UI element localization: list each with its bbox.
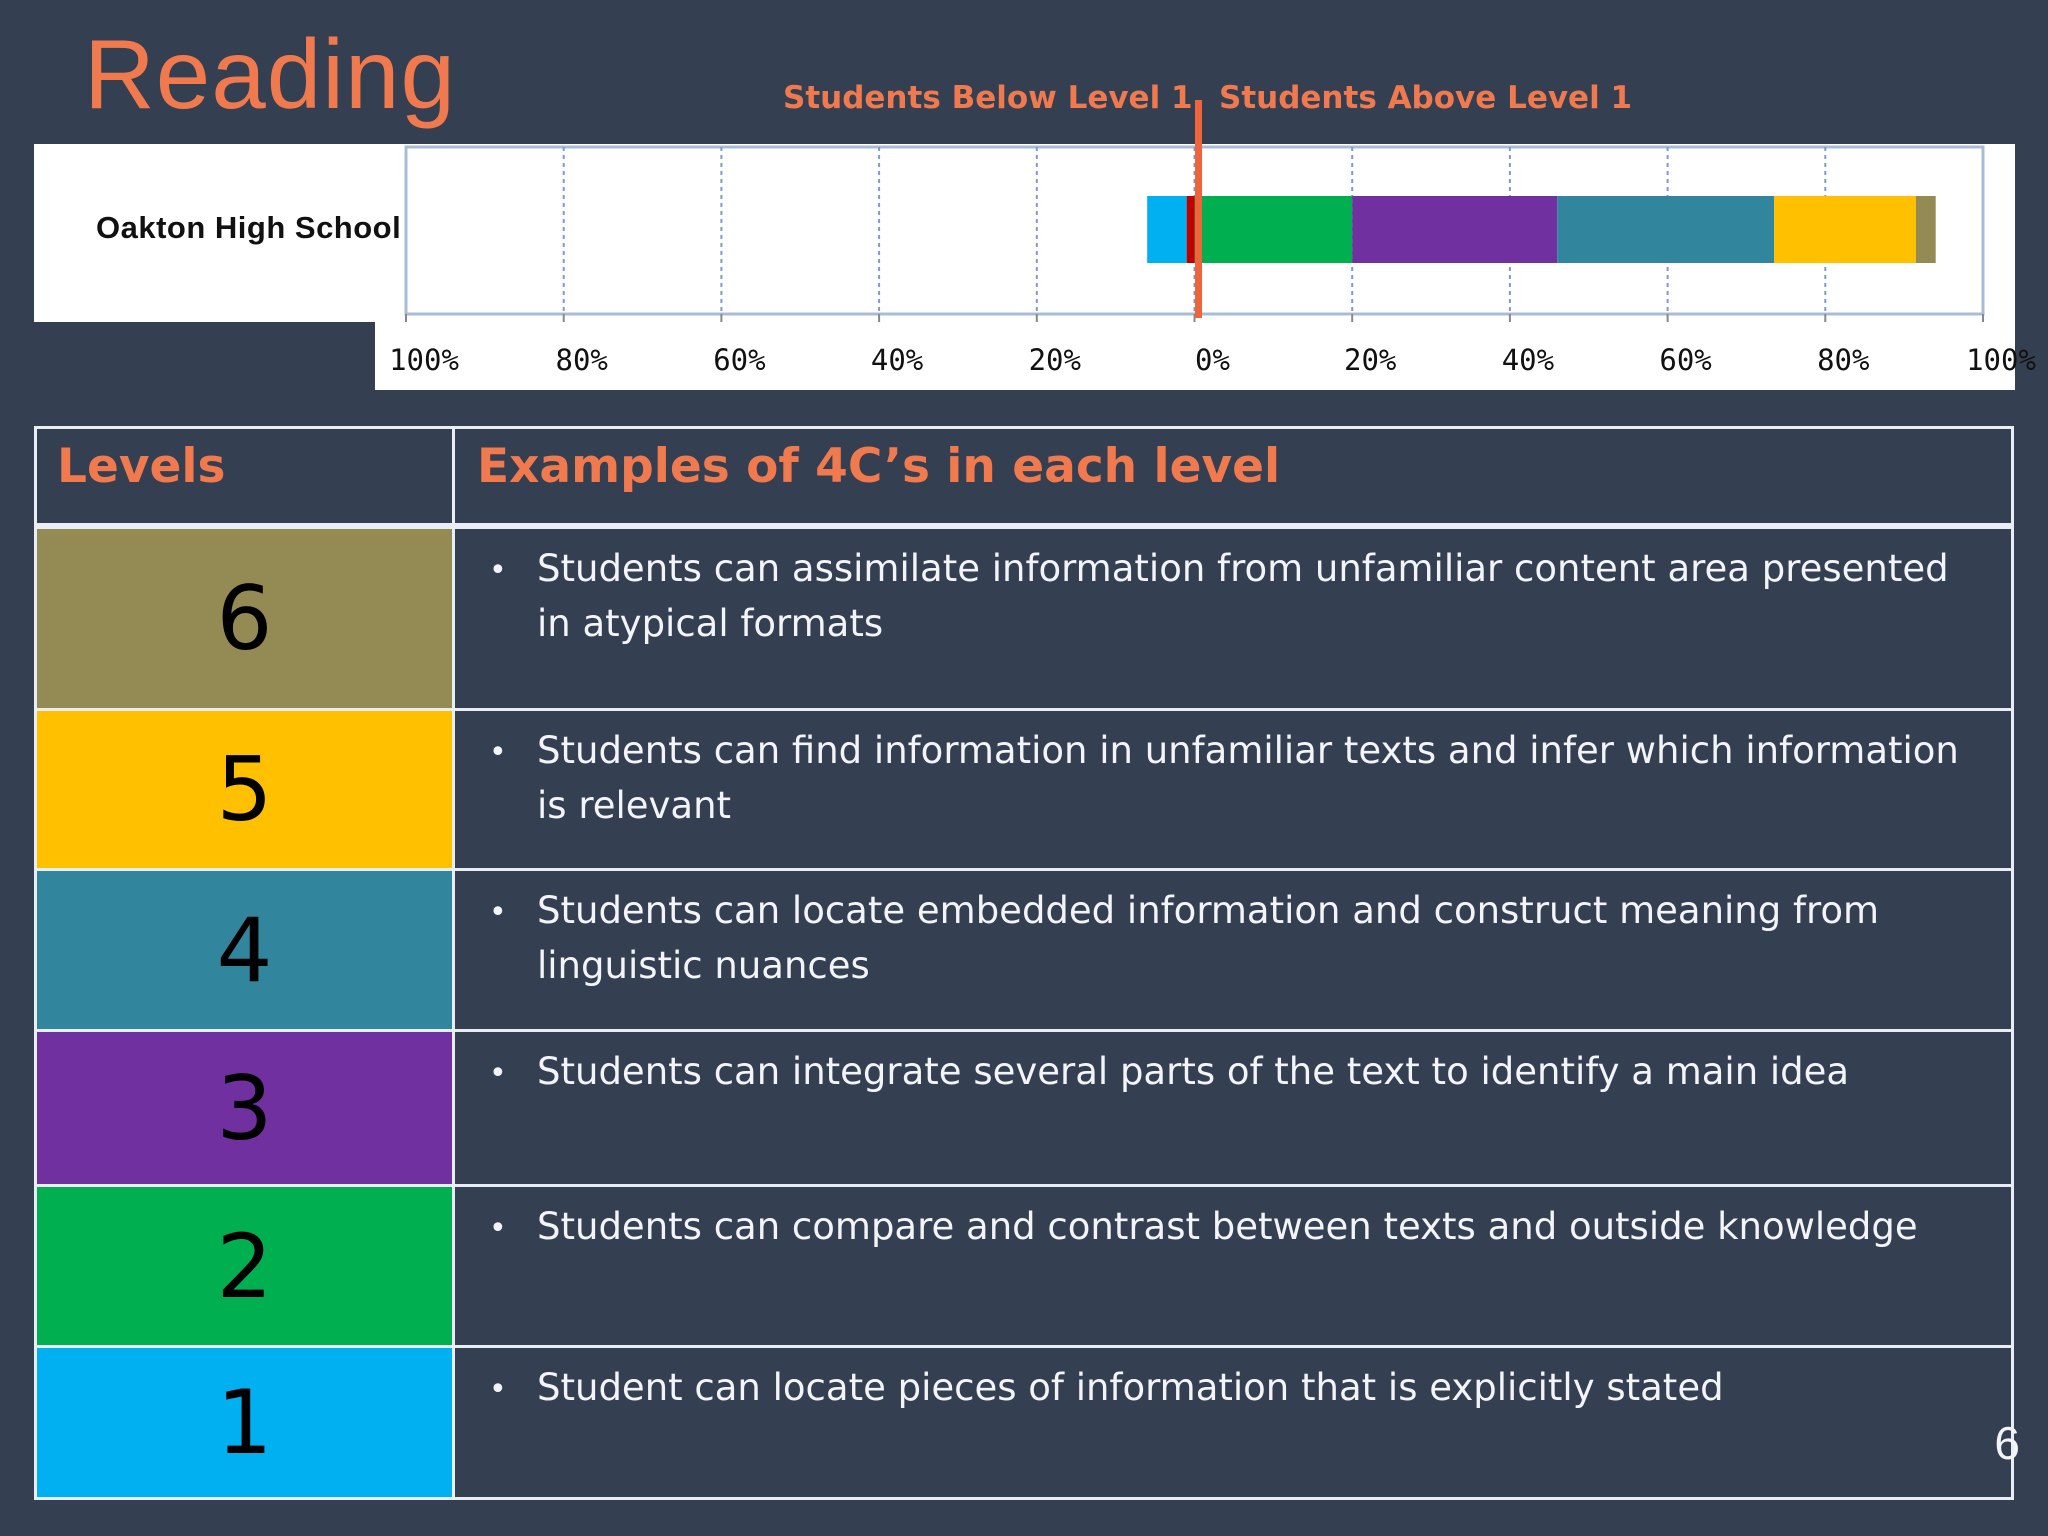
x-tick-label: 60% (1659, 343, 1712, 377)
bullet-icon: • (489, 1211, 507, 1246)
x-tick-label: 80% (555, 343, 608, 377)
table-row (37, 1184, 2011, 1345)
x-tick-label: 100% (389, 343, 459, 377)
level-description (477, 723, 1991, 833)
description-text: Students can compare and contrast between texts and outside knowledge (537, 1205, 1918, 1248)
bullet-icon: • (489, 735, 507, 770)
bar-segment-2 (1147, 196, 1186, 263)
column-divider (452, 429, 455, 1497)
header-above-level-1: Students Above Level 1 (1219, 80, 1633, 116)
description-text: Student can locate pieces of information that is explicitly stated (537, 1366, 1724, 1409)
level-description (477, 1360, 1991, 1415)
bullet-icon: • (489, 1056, 507, 1091)
chart-svg (0, 0, 2048, 400)
table-row (37, 1345, 2011, 1497)
level-cell: 5 (37, 711, 452, 868)
level-cell: 6 (37, 529, 452, 708)
page-number: 6 (1994, 1417, 2020, 1469)
category-label: Oakton High School (96, 210, 402, 245)
level-description (477, 1199, 1991, 1254)
x-tick-label: 20% (1028, 343, 1081, 377)
level-cell: 1 (37, 1348, 452, 1497)
x-tick-label: 80% (1817, 343, 1870, 377)
level-description (477, 1044, 1991, 1099)
x-tick-label: 40% (870, 343, 924, 377)
bullet-icon: • (489, 1372, 507, 1407)
x-tick-label: 0% (1195, 343, 1230, 377)
bullet-icon: • (489, 895, 507, 930)
bar-segment-3 (1195, 196, 1353, 263)
table-row (37, 529, 2011, 708)
description-text: Students can find information in unfamiliar texts and infer which information is relevant (537, 729, 1959, 827)
x-tick-label: 60% (713, 343, 766, 377)
level-cell: 2 (37, 1187, 452, 1345)
header-below-level-1: Students Below Level 1 (783, 80, 1193, 116)
stacked-bar-chart (0, 0, 2048, 400)
level-cell: 3 (37, 1032, 452, 1184)
description-text: Students can assimilate information from unfamiliar content area presented in atypical formats (537, 547, 1949, 645)
table-header-row (37, 429, 2011, 529)
description-text: Students can integrate several parts of the text to identify a main idea (537, 1050, 1850, 1093)
bar-segment-6 (1774, 196, 1916, 263)
bar-segment-7 (1916, 196, 1936, 263)
x-tick-label: 40% (1501, 343, 1555, 377)
bullet-icon: • (489, 553, 507, 588)
header-levels: Levels (57, 439, 226, 494)
description-text: Students can locate embedded information and construct meaning from linguistic nuances (537, 889, 1880, 987)
table-row (37, 868, 2011, 1029)
x-tick-label: 100% (1966, 343, 2036, 377)
x-tick-label: 20% (1344, 343, 1397, 377)
level-description (477, 541, 1991, 651)
bar-segment-5 (1557, 196, 1774, 263)
bar-segment-1 (1187, 196, 1195, 263)
bar-segment-4 (1352, 196, 1557, 263)
slide-title: Reading (84, 19, 457, 129)
level-cell: 4 (37, 871, 452, 1029)
levels-table (34, 426, 2014, 1500)
table-row (37, 1029, 2011, 1184)
header-examples: Examples of 4C’s in each level (477, 439, 1281, 494)
table-row (37, 708, 2011, 868)
level-description (477, 883, 1991, 993)
